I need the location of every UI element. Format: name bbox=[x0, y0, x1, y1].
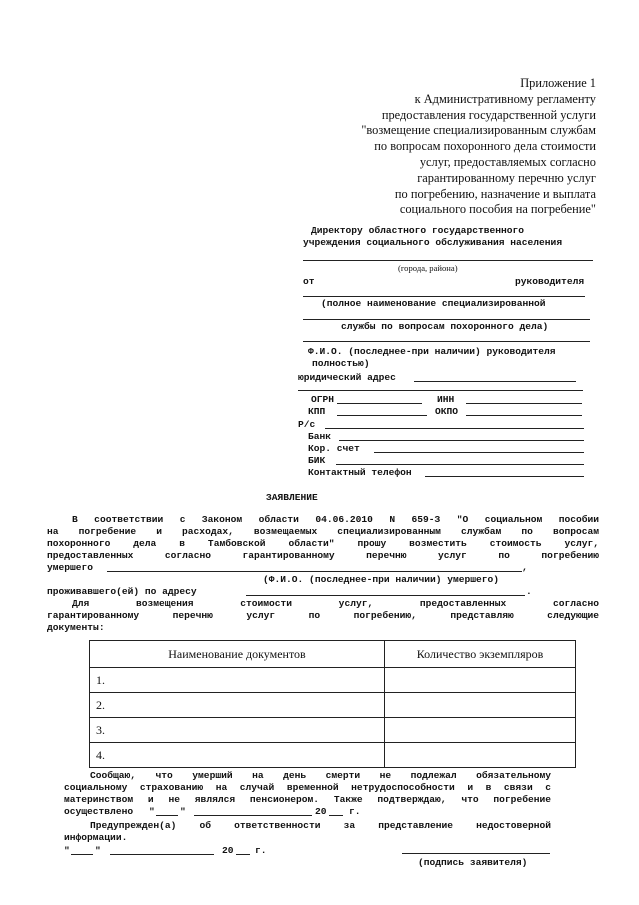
appendix-line: по вопросам похоронного дела стоимости bbox=[374, 139, 596, 154]
appendix-line: "возмещение специализированным службам bbox=[361, 123, 596, 138]
fio-hint-1: Ф.И.О. (последнее-при наличии) руководителя bbox=[308, 346, 556, 357]
appendix-line: по погребению, назначение и выплата bbox=[394, 186, 596, 201]
column-header-documents: Наименование документов bbox=[90, 641, 385, 668]
paragraph-line bbox=[47, 550, 599, 562]
appendix-header bbox=[296, 76, 596, 218]
paragraph-text: Предупрежден(а) об ответственности за представление недостоверной bbox=[90, 820, 551, 831]
org-line-1 bbox=[303, 296, 585, 297]
deceased-label: умершего bbox=[47, 562, 94, 573]
fio-line bbox=[303, 341, 590, 342]
year-prefix: 20 bbox=[315, 806, 327, 817]
ogrn-label: ОГРН bbox=[311, 394, 335, 405]
kor-label: Кор. счет bbox=[308, 443, 360, 454]
appendix-line: услуг, предоставляемых согласно bbox=[419, 154, 596, 169]
paragraph-line bbox=[64, 794, 551, 806]
done-label: осуществлено bbox=[64, 806, 134, 817]
resided-label: проживавшего(ей) по адресу bbox=[47, 586, 197, 597]
kpp-field[interactable] bbox=[337, 415, 427, 416]
bik-label: БИК bbox=[308, 455, 326, 466]
legal-address-label: юридический адрес bbox=[298, 372, 396, 383]
day-field-2[interactable] bbox=[71, 854, 93, 855]
city-line bbox=[303, 260, 593, 261]
day-field[interactable] bbox=[156, 815, 178, 816]
table-header-row bbox=[90, 641, 576, 668]
paragraph-line bbox=[90, 770, 551, 782]
inn-label: ИНН bbox=[437, 394, 455, 405]
paragraph-text: гарантированному перечню услуг по погребению, представляю следующие bbox=[47, 610, 599, 621]
signature-hint: (подпись заявителя) bbox=[418, 857, 528, 868]
paragraph-line bbox=[47, 526, 599, 538]
paragraph-text: В соответствии с Законом области 04.06.2010 N 659-З "О социальном пособии bbox=[72, 514, 599, 525]
column-header-count: Количество экземпляров bbox=[385, 641, 576, 668]
ogrn-field[interactable] bbox=[337, 403, 422, 404]
count-cell[interactable] bbox=[385, 718, 576, 743]
month-field[interactable] bbox=[194, 815, 312, 816]
phone-field[interactable] bbox=[425, 476, 584, 477]
resided-field[interactable] bbox=[246, 595, 525, 596]
year-field-2[interactable] bbox=[236, 854, 250, 855]
paragraph-text: социальному страхованию на случай временной нетрудоспособности и в связи с bbox=[64, 782, 551, 793]
from-label: от bbox=[303, 276, 315, 287]
period: . bbox=[526, 586, 532, 597]
appendix-line: предоставления государственной услуги bbox=[381, 107, 596, 122]
quote-open: " bbox=[149, 806, 155, 817]
quote-open-2: " bbox=[64, 845, 70, 856]
year-prefix-2: 20 bbox=[222, 845, 234, 856]
rs-field[interactable] bbox=[325, 428, 584, 429]
document-cell[interactable]: 1. bbox=[90, 668, 385, 693]
okpo-label: ОКПО bbox=[435, 406, 459, 417]
legal-address-field-2[interactable] bbox=[298, 390, 583, 391]
kpp-label: КПП bbox=[308, 406, 326, 417]
paragraph-text: материнством и не являлся пенсионером. Также подтверждаю, что погребение bbox=[64, 794, 551, 805]
table-row bbox=[90, 743, 576, 768]
okpo-field[interactable] bbox=[466, 415, 582, 416]
document-title: ЗАЯВЛЕНИЕ bbox=[266, 492, 318, 503]
month-field-2[interactable] bbox=[110, 854, 214, 855]
bank-label: Банк bbox=[308, 431, 332, 442]
year-suffix-2: г. bbox=[255, 845, 267, 856]
org-hint-2: службы по вопросам похоронного дела) bbox=[341, 321, 549, 332]
org-hint-1: (полное наименование специализированной bbox=[321, 298, 546, 309]
addressee-line2: учреждения социального обслуживания населения bbox=[303, 237, 563, 248]
paragraph-text: Для возмещения стоимости услуг, предоставленных согласно bbox=[72, 598, 599, 609]
city-hint: (города, района) bbox=[398, 263, 458, 273]
deceased-field[interactable] bbox=[107, 571, 522, 572]
table-row bbox=[90, 693, 576, 718]
fio-hint-2: полностью) bbox=[312, 358, 370, 369]
bank-field[interactable] bbox=[339, 440, 584, 441]
paragraph-text: на погребение и расходах, возмещаемых специализированным службам по вопросам bbox=[47, 526, 599, 537]
paragraph-line bbox=[90, 820, 551, 832]
phone-label: Контактный телефон bbox=[308, 467, 412, 478]
information-label: информации. bbox=[64, 832, 128, 843]
appendix-line: Приложение 1 bbox=[520, 76, 596, 90]
paragraph-line bbox=[47, 610, 599, 622]
deceased-hint: (Ф.И.О. (последнее-при наличии) умершего) bbox=[263, 574, 500, 585]
table-row bbox=[90, 668, 576, 693]
count-cell[interactable] bbox=[385, 743, 576, 768]
document-cell[interactable]: 4. bbox=[90, 743, 385, 768]
quote-close-2: " bbox=[95, 845, 101, 856]
document-cell[interactable]: 3. bbox=[90, 718, 385, 743]
paragraph-line bbox=[47, 538, 599, 550]
table-row bbox=[90, 718, 576, 743]
appendix-line: к Административному регламенту bbox=[414, 91, 596, 106]
year-field[interactable] bbox=[329, 815, 343, 816]
count-cell[interactable] bbox=[385, 668, 576, 693]
bik-field[interactable] bbox=[336, 464, 584, 465]
appendix-line: гарантированному перечню услуг bbox=[417, 170, 596, 185]
head-label: руководителя bbox=[515, 276, 585, 287]
org-line-2 bbox=[303, 319, 590, 320]
inn-field[interactable] bbox=[466, 403, 582, 404]
paragraph-line bbox=[72, 514, 599, 526]
paragraph-text: Сообщаю, что умерший на день смерти не подлежал обязательному bbox=[90, 770, 551, 781]
kor-field[interactable] bbox=[374, 452, 584, 453]
documents-table bbox=[89, 640, 576, 768]
rs-label: Р/с bbox=[298, 419, 316, 430]
addressee-line1: Директору областного государственного bbox=[311, 225, 525, 236]
paragraph-line bbox=[64, 782, 551, 794]
signature-field[interactable] bbox=[402, 853, 550, 854]
count-cell[interactable] bbox=[385, 693, 576, 718]
comma: , bbox=[522, 562, 528, 573]
paragraph-line bbox=[72, 598, 599, 610]
paragraph-text: предоставленных согласно гарантированному перечню услуг по погребению bbox=[47, 550, 599, 561]
paragraph-text: похоронного дела в Тамбовской области" прошу возместить стоимость услуг, bbox=[47, 538, 599, 549]
appendix-line: социального пособия на погребение" bbox=[399, 202, 596, 217]
documents-label: документы: bbox=[47, 622, 105, 633]
year-suffix: г. bbox=[349, 806, 361, 817]
quote-close: " bbox=[180, 806, 186, 817]
document-cell[interactable]: 2. bbox=[90, 693, 385, 718]
legal-address-field[interactable] bbox=[414, 381, 576, 382]
